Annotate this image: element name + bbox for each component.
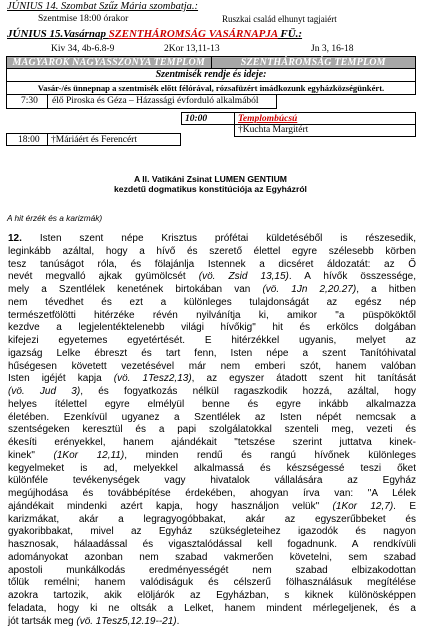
mass-time-4: 18:00 — [6, 133, 48, 146]
body-line: nem tévedhet és ezt a különleges tulajdonságát az egész nép — [8, 296, 416, 308]
body-line: kezdve a legjelentéktelenebb világi hívőkig" hit és erkölcs dolgában — [8, 322, 416, 334]
body-line: természetfölötti hitérzéke révén nyilvánítja ki, amikor "a püspököktől — [8, 309, 416, 321]
body-line: Isten igéjét kapja (vö. 1Tesz2,13), az egyszer átadott szent hit tanítását — [8, 373, 416, 385]
reading-gospel: Jn 3, 16-18 — [311, 44, 354, 54]
body-line: mely a Szentlélek kenetének birtokában van (vö. 1Jn 2,20.27), a hitben — [8, 284, 416, 295]
body-line: kifejezi egyetemes egyetértését. E hitérzékkel ugyanis, melyet az — [8, 335, 416, 346]
body-line: hasznosak, hálaadással és vigasztalódással kell fogadnunk. A rendkívüli — [8, 539, 416, 550]
mass-intention-1: élő Piroska és Géza – Házassági évforduló alkalmából — [47, 95, 277, 109]
church-szentharomsag: SZENTHÁROMSÁG TEMPLOM — [211, 57, 416, 68]
body-line: tőlük remélni; hanem valódiságuk és célszerű fölhasználásuk megítélése — [8, 577, 416, 589]
sunday-heading — [7, 28, 302, 40]
body-line: apostoli munkálkodás eredményességét nem szabad elbizakodottan — [8, 564, 416, 576]
body-line: kinek" (1Kor 12,11), minden rendű és rangú hívőnek különleges — [8, 449, 417, 461]
body-line: leginkább azáltal, hogy a hívő és szerető élettel egyre szélesebb körben — [8, 245, 416, 257]
mass-intention-2: Templombúcsú — [234, 112, 416, 125]
body-line: jót tartsák meg (vö. 1Tesz5,12.19--21). — [8, 615, 180, 627]
sunday-feast-name: SZENTHÁROMSÁG VASÁRNAPJA — [108, 28, 278, 40]
body-line: hűségesen követett vezetésével már nem emberi szót, hanem valóban — [8, 360, 416, 372]
body-line: kegyelmeket is ad, melyekkel alkalmassá és készségessé teszi őket — [8, 462, 416, 474]
sunday-prefix: JÚNIUS 15.Vasárnap — [7, 28, 109, 40]
body-line: feladata, hogy ki ne oltsák a Lelket, hanem mindent mérlegeljenek, és a — [8, 602, 416, 614]
body-line: tesz tanúságot róla, és fölajánlja Istennek a dicséret áldozatát: az Ő — [8, 258, 416, 270]
body-line: ajándékait mindenki azért kapja, hogy használjon velük" (1Kor 12,7). E — [8, 500, 416, 512]
church-header-row — [6, 56, 416, 69]
body-line: 12. Isten szent népe Krisztus prófétai küldetéséből is részesedik, — [8, 233, 416, 244]
body-line: (vö. Jud 3), és fogyatkozás nélkül ragaszkodik hozzá, azáltal, hogy — [8, 386, 416, 397]
section-heading: A hit érzék és a karizmák) — [7, 213, 103, 223]
body-line: ékesíti erényekkel, hanem ajándékait "tetszése szerint juttatva kinek- — [8, 437, 416, 448]
saturday-heading: JÚNIUS 14. Szombat Szűz Mária szombatja.: — [7, 1, 199, 12]
body-line: megújhodása és továbbépítése érdekében, ahogyan írva van: "A Lélek — [8, 488, 416, 499]
reading-first: Kiv 34, 4b-6.8-9 — [51, 44, 115, 54]
body-line: azokra tartozik, akik elöljárók az Egyházban, s kiknek különösképpen — [8, 590, 416, 601]
mass-time-2: 10:00 — [181, 112, 235, 125]
body-line: karizmákat, akár a legragyogóbbakat, akár az egyszerűbbeket és — [8, 513, 416, 525]
saturday-mass-intention: Ruszkai család elhunyt tagjaiért — [222, 14, 337, 24]
body-line: nevét megvalló ajkak gyümölcsét (vö. Zsid 13,15). A hívők összessége, — [8, 271, 416, 283]
body-line: gyakoribbakat, mivel az Egyház szükségleteihez igazodók és nagyon — [8, 526, 416, 538]
church-magyarok: MAGYAROK NAGYASSZONYA TEMPLOM — [12, 57, 205, 68]
mass-intention-4: †Máriáért és Ferencért — [47, 133, 181, 146]
paragraph-number: 12. — [8, 233, 22, 244]
sunday-suffix: FÜ.: — [277, 28, 303, 40]
document-subtitle: kezdetű dogmatikus konstitúciója az Egyházról — [114, 184, 307, 194]
mass-time-1: 7:30 — [6, 95, 48, 109]
body-line: szentségeken keresztül és a papi szolgálatokkal szenteli meg, vezeti és — [8, 424, 416, 436]
body-line: helyes ítélettel egyre elmélyül benne és egyre inkább alkalmazza — [8, 398, 416, 410]
body-line: különféle tevékenységek vagy hivatalok vállalására az Egyház — [8, 475, 416, 487]
schedule-title: Szentmisék rendje és ideje: — [6, 69, 416, 82]
schedule-note: Vasár-/és ünnepnap a szentmisék előtt félórával, rózsafüzért imádkozunk egyházközségünkért. — [6, 82, 416, 95]
mass-intention-3: †Kuchta Margitért — [234, 124, 416, 137]
reading-second: 2Kor 13,11-13 — [164, 44, 220, 54]
document-body — [8, 233, 416, 628]
saturday-mass-time: Szentmise 18:00 órakor — [38, 14, 129, 24]
document-title: A II. Vatikáni Zsinat LUMEN GENTIUM — [134, 174, 287, 184]
body-line: adományokat azonban nem szabad vakmerően követelni, sem szabad — [8, 551, 416, 563]
body-line: igazság Lelke ébreszt és tart fenn, Isten népe a szent Tanítóhivatal — [8, 347, 416, 359]
readings-row — [7, 44, 416, 55]
body-line: életében. Ezenkívül ugyanez a Szentlélek az Isten népét nemcsak a — [8, 411, 416, 423]
